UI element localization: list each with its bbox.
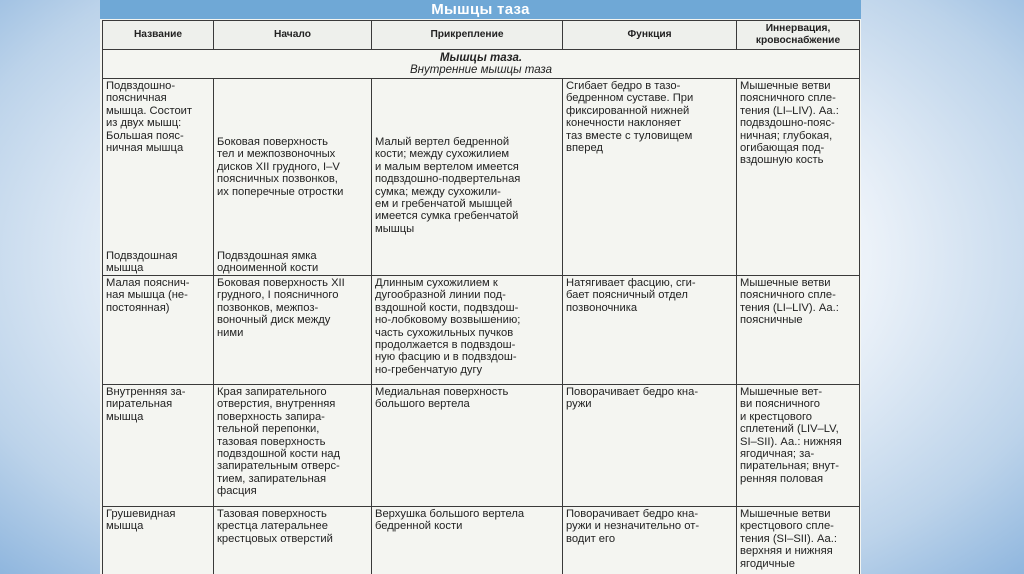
row2-insertion: Длинным сухожилием к дугообразной линии под- вздошной кости, подвздош- но-лобковому возвышению; часть сухожильных пучков продолжается в подвздош- ную фасцию и в подвздош- но-гребенчатую дугу (372, 276, 563, 385)
row1-insertion: Малый вертел бедренной кости; между сухожилием и малым вертелом имеется подвздошно-подвертельная сумка; между сухожили- ем и гребенчатой мышцей имеется сумка гребенчатой мышцы (375, 136, 521, 235)
row1-origin-b: Подвздошная ямка одноименной кости (217, 250, 319, 275)
section-row (103, 50, 860, 79)
row4-insertion: Верхушка большого вертела бедренной кости (372, 507, 563, 574)
muscles-table (102, 20, 860, 574)
row3-insertion: Медиальная поверхность большого вертела (372, 385, 563, 507)
row4-innervation: Мышечные ветви крестцового спле- тения (SI–SII). Аа.: верхняя и нижняя ягодичные (737, 507, 860, 574)
header-row (103, 21, 860, 50)
table-row (103, 79, 860, 276)
header-innervation: Иннервация, кровоснабжение (737, 21, 860, 50)
section-subtitle: Внутренние мышцы таза (410, 64, 552, 76)
table-sheet (100, 0, 861, 574)
row3-innervation: Мышечные вет- ви поясничного и крестцового сплетений (LIV–LV, SI–SII). Аа.: нижняя ягодичная; за- пирательная; внут- ренняя половая (737, 385, 860, 507)
table-row (103, 276, 860, 385)
row3-function: Поворачивает бедро кна- ружи (563, 385, 737, 507)
table-row (103, 385, 860, 507)
header-insertion: Прикрепление (372, 21, 563, 50)
row2-innervation: Мышечные ветви поясничного спле- тения (LI–LIV). Аа.: поясничные (737, 276, 860, 385)
row4-name: Грушевидная мышца (103, 507, 214, 574)
row1-function: Сгибает бедро в тазо- бедренном суставе. При фиксированной нижней конечности наклоняет таз вместе с туловищем вперед (563, 79, 737, 276)
header-origin: Начало (214, 21, 372, 50)
row4-function: Поворачивает бедро кна- ружи и незначительно от- водит его (563, 507, 737, 574)
header-function: Функция (563, 21, 737, 50)
row2-origin: Боковая поверхность XII грудного, I поясничного позвонков, межпоз- воночный диск между ними (214, 276, 372, 385)
table-row (103, 507, 860, 574)
row1-innervation: Мышечные ветви поясничного спле- тения (LI–LIV). Аа.: подвздошно-пояс- ничная; глубокая, огибающая под- вздошную кость (737, 79, 860, 276)
section-title: Мышцы таза. (439, 52, 523, 64)
row2-function: Натягивает фасцию, сги- бает поясничный отдел позвоночника (563, 276, 737, 385)
row1-origin-a: Боковая поверхность тел и межпозвоночных дисков XII грудного, I–V поясничных позвонков, их поперечные отростки (217, 136, 344, 198)
header-name: Название (103, 21, 214, 50)
row3-origin: Края запирательного отверстия, внутренняя поверхность запира- тельной перепонки, тазовая поверхность подвздошной кости над запирательным отверс- тием, запирательная фасция (214, 385, 372, 507)
row1-name-a: Подвздошно- поясничная мышца. Состоит из двух мышц: Большая пояс- ничная мышца (106, 80, 193, 155)
row4-origin: Тазовая поверхность крестца латеральнее крестцовых отверстий (214, 507, 372, 574)
row3-name: Внутренняя за- пирательная мышца (103, 385, 214, 507)
page-title: Мышцы таза (100, 0, 861, 19)
row1-name-b: Подвздошная мышца (106, 250, 178, 275)
row2-name: Малая пояснич- ная мышца (не- постоянная) (103, 276, 214, 385)
